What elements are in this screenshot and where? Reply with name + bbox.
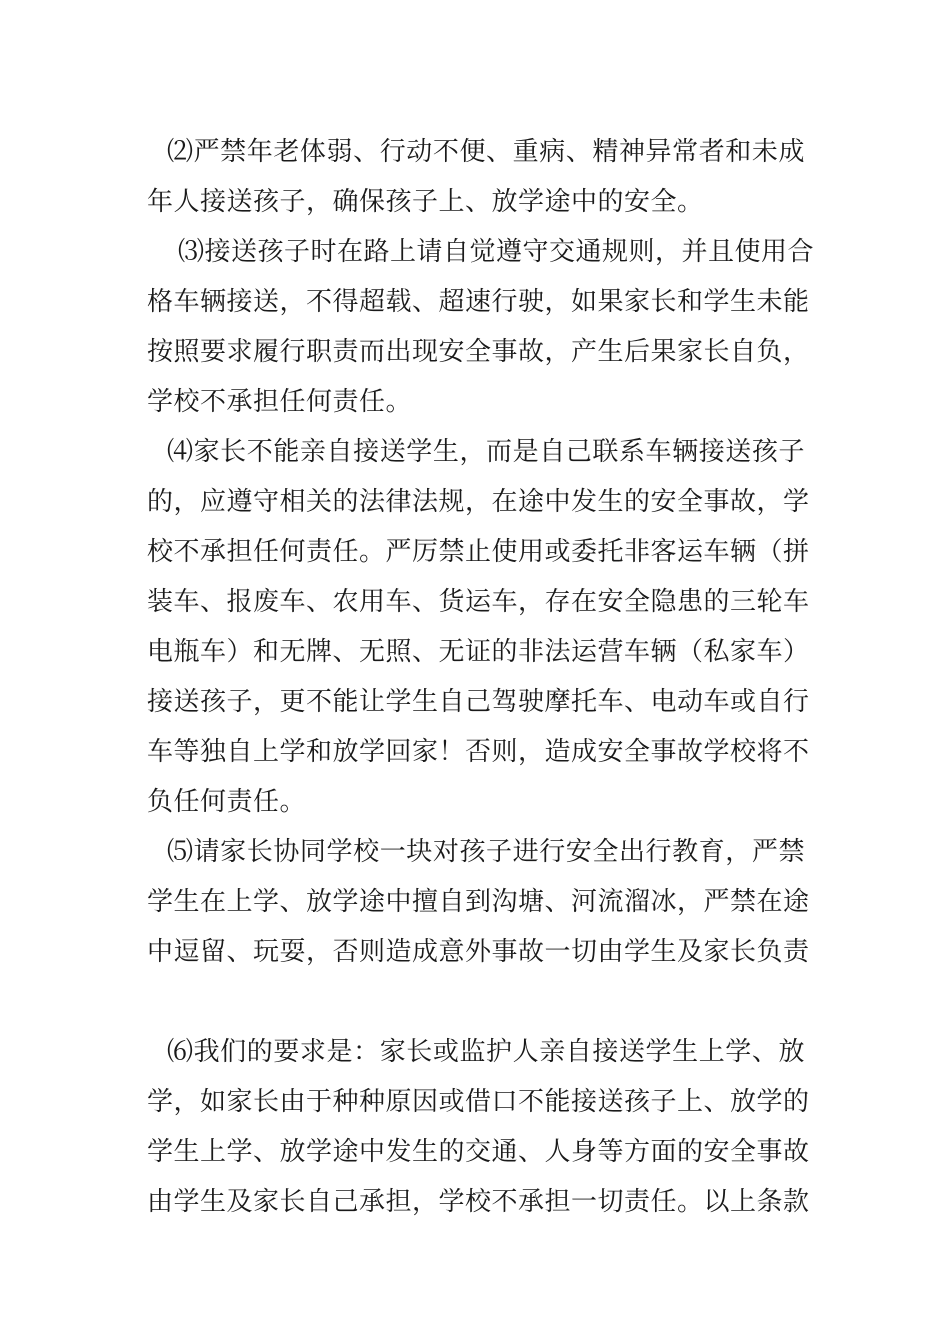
paragraph-2-line-2: 年人接送孩子，确保孩子上、放学途中的安全。 bbox=[147, 187, 704, 217]
paragraph-5-line-2: 学生在上学、放学途中擅自到沟塘、河流溜冰，严禁在途 bbox=[147, 887, 810, 917]
paragraph-3-line-4: 学校不承担任何责任。 bbox=[147, 387, 413, 417]
paragraph-2-line-1: ⑵严禁年老体弱、行动不便、重病、精神异常者和未成 bbox=[167, 137, 805, 167]
paragraph-3-line-2: 格车辆接送，不得超载、超速行驶，如果家长和学生未能 bbox=[147, 287, 810, 317]
paragraph-4-line-1: ⑷家长不能亲自接送学生，而是自己联系车辆接送孩子 bbox=[167, 437, 805, 467]
paragraph-3-line-3: 按照要求履行职责而出现安全事故，产生后果家长自负， bbox=[147, 337, 810, 367]
paragraph-4-line-3: 校不承担任何责任。严厉禁止使用或委托非客运车辆（拼 bbox=[147, 537, 810, 567]
paragraph-4-line-8: 负任何责任。 bbox=[147, 787, 307, 817]
paragraph-6-line-4: 由学生及家长自己承担，学校不承担一切责任。以上条款 bbox=[147, 1187, 810, 1217]
paragraph-4-line-7: 车等独自上学和放学回家！否则，造成安全事故学校将不 bbox=[147, 737, 810, 767]
paragraph-3-line-1: ⑶接送孩子时在路上请自觉遵守交通规则，并且使用合 bbox=[178, 237, 815, 267]
paragraph-6-line-2: 学，如家长由于种种原因或借口不能接送孩子上、放学的 bbox=[147, 1087, 810, 1117]
paragraph-6-line-3: 学生上学、放学途中发生的交通、人身等方面的安全事故 bbox=[147, 1137, 810, 1167]
paragraph-4-line-4: 装车、报废车、农用车、货运车，存在安全隐患的三轮车 bbox=[147, 587, 810, 617]
paragraph-5-line-3: 中逗留、玩耍，否则造成意外事故一切由学生及家长负责 bbox=[147, 937, 810, 967]
paragraph-4-line-2: 的，应遵守相关的法律法规，在途中发生的安全事故，学 bbox=[147, 487, 810, 517]
paragraph-4-line-5: 电瓶车）和无牌、无照、无证的非法运营车辆（私家车） bbox=[147, 637, 810, 667]
paragraph-6-line-1: ⑹我们的要求是：家长或监护人亲自接送学生上学、放 bbox=[167, 1037, 805, 1067]
paragraph-5-line-1: ⑸请家长协同学校一块对孩子进行安全出行教育，严禁 bbox=[167, 837, 805, 867]
paragraph-4-line-6: 接送孩子，更不能让学生自己驾驶摩托车、电动车或自行 bbox=[147, 687, 810, 717]
